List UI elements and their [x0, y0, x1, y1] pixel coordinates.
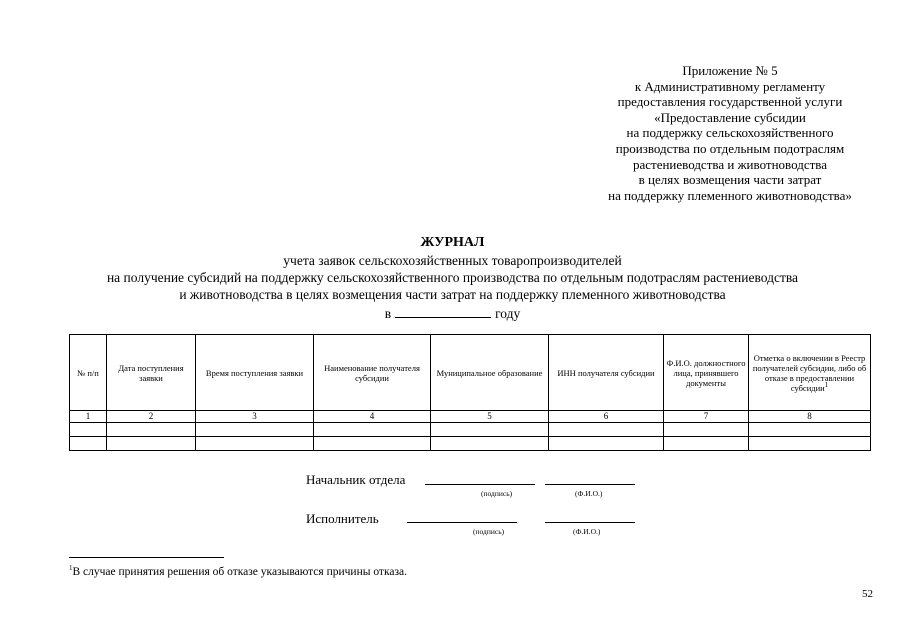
table-cell — [314, 437, 431, 451]
table-cell — [431, 423, 549, 437]
footnote-mark: 1 — [824, 380, 829, 389]
name-caption: (Ф.И.О.) — [573, 527, 601, 536]
table-row — [70, 437, 871, 451]
appendix-line: к Административному регламенту — [634, 78, 826, 94]
table-cell — [749, 437, 871, 451]
appendix-line: «Предоставление субсидии — [654, 109, 806, 125]
head-name-line — [545, 484, 635, 485]
executor-label: Исполнитель — [306, 511, 379, 526]
year-blank-field — [395, 305, 491, 318]
table-cell — [70, 437, 107, 451]
table-cell — [107, 423, 196, 437]
appendix-line: Приложение № 5 — [682, 63, 778, 78]
year-line — [0, 305, 905, 322]
journal-subtitle-line: учета заявок сельскохозяйственных товаропроизводителей — [283, 253, 622, 268]
journal-subtitle-line: на получение субсидий на поддержку сельскохозяйственного производства по отдельным подотраслям растениеводства — [106, 270, 799, 285]
table-cell — [549, 423, 664, 437]
column-number: 8 — [749, 411, 871, 423]
table-cell — [664, 423, 749, 437]
appendix-line: в целях возмещения части затрат — [638, 172, 822, 188]
journal-title: ЖУРНАЛ — [420, 235, 485, 250]
table-number-row — [70, 411, 871, 423]
appendix-header — [560, 63, 900, 203]
table-cell — [314, 423, 431, 437]
footnote-text: В случае принятия решения об отказе указываются причины отказа. — [72, 566, 407, 578]
year-suffix: году — [495, 306, 521, 321]
name-caption: (Ф.И.О.) — [575, 489, 603, 498]
executor-signature-line — [407, 522, 517, 523]
table-cell — [196, 423, 314, 437]
appendix-line: производства по отдельным подотраслям — [615, 140, 845, 156]
column-number: 5 — [431, 411, 549, 423]
signature-caption: (подпись) — [473, 527, 505, 536]
year-prefix: в — [384, 306, 392, 321]
column-number: 6 — [549, 411, 664, 423]
footnote — [69, 566, 407, 578]
appendix-line: растениеводства и животноводства — [632, 156, 828, 172]
footnote-mark: 1 — [69, 564, 73, 573]
table-header-cell: Муниципальное образование — [431, 335, 549, 411]
head-signature-line — [425, 484, 535, 485]
table-header-cell: Время поступления заявки — [196, 335, 314, 411]
table-cell — [70, 423, 107, 437]
executor-name-line — [545, 522, 635, 523]
table-header-row — [70, 335, 871, 411]
journal-subtitle-line: и животноводства в целях возмещения части затрат на поддержку племенного животноводства — [179, 287, 726, 302]
table-cell — [107, 437, 196, 451]
appendix-line: на поддержку племенного животноводства» — [608, 187, 852, 203]
table-cell — [749, 423, 871, 437]
table-header-text: Отметка о включении в Реестр получателей субсидии, либо об отказе в предоставлении субсидии — [752, 352, 867, 393]
page-number: 52 — [862, 588, 873, 600]
table-header-cell: Наименование получателя субсидии — [314, 335, 431, 411]
table-header-cell — [749, 335, 871, 411]
table-header-cell: № п/п — [70, 335, 107, 411]
appendix-line: предоставления государственной услуги — [617, 94, 843, 110]
table-cell — [431, 437, 549, 451]
head-of-department-label: Начальник отдела — [306, 472, 406, 487]
appendix-line: на поддержку сельскохозяйственного — [626, 125, 834, 141]
table-cell — [196, 437, 314, 451]
footnote-rule — [69, 557, 224, 558]
column-number: 2 — [107, 411, 196, 423]
table-cell — [549, 437, 664, 451]
table-row — [70, 423, 871, 437]
column-number: 4 — [314, 411, 431, 423]
table-header-cell: Дата поступления заявки — [107, 335, 196, 411]
column-number: 1 — [70, 411, 107, 423]
column-number: 7 — [664, 411, 749, 423]
table-header-cell: Ф.И.О. должностного лица, принявшего документы — [664, 335, 749, 411]
column-number: 3 — [196, 411, 314, 423]
signature-caption: (подпись) — [481, 489, 513, 498]
table-cell — [664, 437, 749, 451]
register-table — [69, 334, 871, 451]
table-header-cell: ИНН получателя субсидии — [549, 335, 664, 411]
